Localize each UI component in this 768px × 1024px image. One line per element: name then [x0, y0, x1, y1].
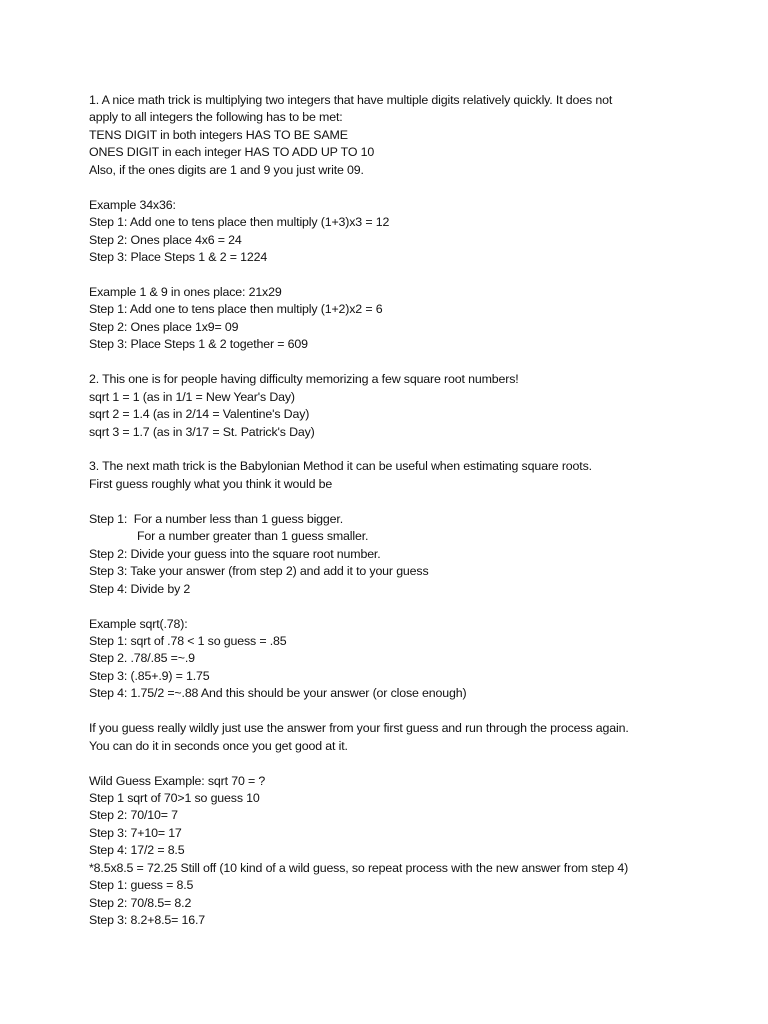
- section1-rule2: ONES DIGIT in each integer HAS TO ADD UP TO 10: [89, 145, 375, 160]
- blank-line: [89, 703, 749, 720]
- sqrt-example-step: Step 1: sqrt of .78 < 1 so guess = .85: [89, 633, 287, 648]
- blank-line: [89, 267, 749, 284]
- blank-line: [89, 179, 749, 196]
- blank-line: [89, 598, 749, 615]
- section3-intro-line2: First guess roughly what you think it would be: [89, 476, 333, 491]
- method-step3: Step 3: Take your answer (from step 2) and add it to your guess: [89, 564, 429, 579]
- method-step1b: For a number greater than 1 guess smaller.: [137, 529, 369, 544]
- section1-intro-line1: 1. A nice math trick is multiplying two integers that have multiple digits relatively quickly. It does not: [89, 93, 613, 107]
- section1-note: Also, if the ones digits are 1 and 9 you just write 09.: [89, 162, 364, 177]
- wild-example-step: Step 3: 8.2+8.5= 16.7: [89, 913, 206, 928]
- sqrt-example-title: Example sqrt(.78):: [89, 616, 188, 631]
- sqrt-example-step: Step 2. .78/.85 =~.9: [89, 651, 195, 666]
- example1-step: Step 3: Place Steps 1 & 2 = 1224: [89, 250, 268, 265]
- blank-line: [89, 755, 749, 772]
- blank-line: [89, 441, 749, 458]
- wild-example-step: Step 2: 70/8.5= 8.2: [89, 895, 192, 910]
- wild-example-step: Step 3: 7+10= 17: [89, 825, 182, 840]
- section3-intro-line1: 3. The next math trick is the Babylonian Method it can be useful when estimating square roots.: [89, 459, 592, 474]
- wild-example-step: Step 2: 70/10= 7: [89, 808, 178, 823]
- example2-title: Example 1 & 9 in ones place: 21x29: [89, 284, 282, 299]
- wild-example-step: Step 4: 17/2 = 8.5: [89, 843, 185, 858]
- method-step4: Step 4: Divide by 2: [89, 581, 191, 596]
- sqrt-item: sqrt 2 = 1.4 (as in 2/14 = Valentine's Day): [89, 407, 310, 422]
- tip-line1: If you guess really wildly just use the answer from your first guess and run through the process again.: [89, 721, 629, 736]
- example2-step: Step 3: Place Steps 1 & 2 together = 609: [89, 337, 308, 352]
- example2-step: Step 2: Ones place 1x9= 09: [89, 319, 239, 334]
- example1-step: Step 2: Ones place 4x6 = 24: [89, 232, 242, 247]
- wild-example-step: Step 1 sqrt of 70>1 so guess 10: [89, 791, 260, 805]
- sqrt-example-step: Step 3: (.85+.9) = 1.75: [89, 668, 210, 683]
- section1-rule1: TENS DIGIT in both integers HAS TO BE SAME: [89, 127, 348, 142]
- method-step2: Step 2: Divide your guess into the square root number.: [89, 546, 381, 561]
- blank-line: [89, 493, 749, 510]
- example1-step: Step 1: Add one to tens place then multiply (1+3)x3 = 12: [89, 215, 390, 230]
- sqrt-example-step: Step 4: 1.75/2 =~.88 And this should be your answer (or close enough): [89, 686, 467, 701]
- blank-line: [89, 354, 749, 371]
- example1-title: Example 34x36:: [89, 197, 176, 212]
- sqrt-item: sqrt 3 = 1.7 (as in 3/17 = St. Patrick's Day): [89, 424, 315, 439]
- tip-line2: You can do it in seconds once you get good at it.: [89, 738, 348, 753]
- example2-step: Step 1: Add one to tens place then multiply (1+2)x2 = 6: [89, 302, 383, 317]
- section1-intro-line2: apply to all integers the following has to be met:: [89, 110, 343, 125]
- wild-example-note: *8.5x8.5 = 72.25 Still off (10 kind of a wild guess, so repeat process with the new answer from step 4): [89, 860, 629, 875]
- section2-intro: 2. This one is for people having difficulty memorizing a few square root numbers!: [89, 372, 519, 387]
- document-body: [89, 92, 749, 930]
- method-step1a: Step 1: For a number less than 1 guess bigger.: [89, 511, 343, 526]
- wild-example-step: Step 1: guess = 8.5: [89, 878, 194, 893]
- sqrt-item: sqrt 1 = 1 (as in 1/1 = New Year's Day): [89, 389, 295, 404]
- wild-example-title: Wild Guess Example: sqrt 70 = ?: [89, 773, 266, 788]
